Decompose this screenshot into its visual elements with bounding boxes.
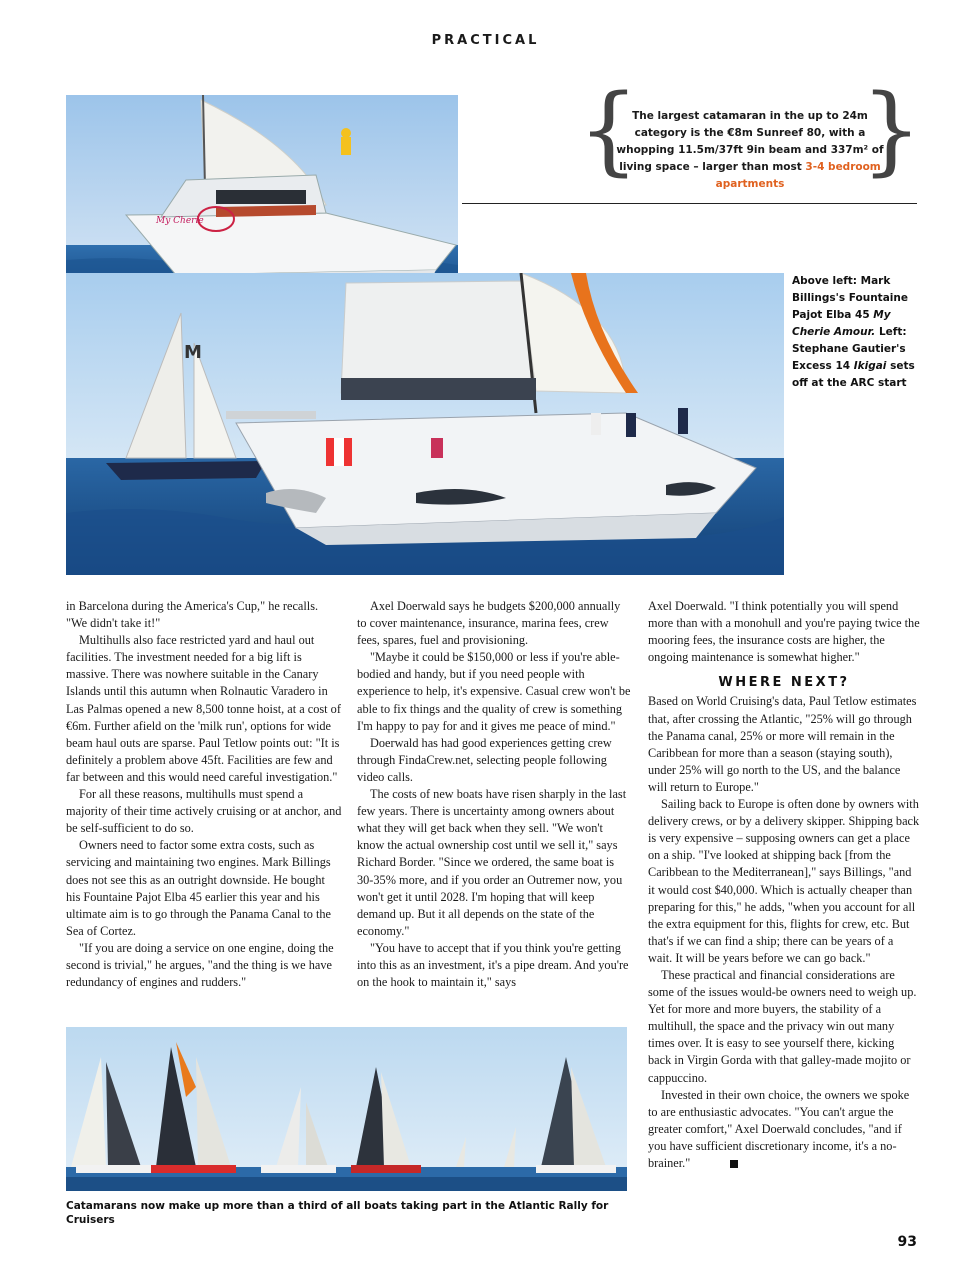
paragraph: For all these reasons, multihulls must spend a majority of their time actively cruising or at anchor, and be self-sufficient to do so. xyxy=(66,787,342,836)
paragraph: in Barcelona during the America's Cup," he recalls. "We didn't take it!" xyxy=(66,599,319,631)
paragraph: "If you are doing a service on one engine, doing the second is trivial," he argues, "and the thing is we have redundancy of engines and rudders." xyxy=(66,940,334,990)
paragraph: The costs of new boats have risen sharply in the last few years. There is uncertainty among owners about what they will get back when they sell. "We won't know the actual ownership cost until we sell it," says Richard Border. "Since we ordered, the same boat is 30-35% more, and if you order an Outremer now, you won't get it until 2028. I'm hoping that will keep demand up. But it all depends on the state of the economy." xyxy=(357,787,627,938)
caption-side-part1: Above left: Mark Billings's Fountaine Pajot Elba 45 xyxy=(792,275,908,321)
pull-quote-body: The largest catamaran in the up to 24m category is the €8m Sunreef 80, with a whopping 11.5m/37ft 9in beam and 337m² of living space – larger than most xyxy=(616,110,884,173)
paragraph: Owners need to factor some extra costs, such as servicing and maintaining two engines. Mark Billings does not see this as an outright downside. He bought his Fountaine Pajot Elba 45 earlier this year and his ultimate aim is to go through the Panama Canal to the Sea of Cortez. xyxy=(66,838,332,938)
page-number: 93 xyxy=(897,1234,917,1250)
photo-excess-14 xyxy=(66,273,784,575)
paragraph: These practical and financial considerations are some of the issues would-be owners need to weigh up. Yet for more and more buyers, the stability of a multihull, the space and the privacy win out many times over. It is easy to see yourself there, kicking back in Virgin Gorda with that galley-made mojito or cappuccino. xyxy=(648,967,917,1085)
paragraph: Invested in their own choice, the owners we spoke to are enthusiastic advocates. "You can't argue the greater comfort," Axel Doerwald concludes, "and if you have sufficient discretionary income, it's a no-brainer." xyxy=(648,1087,910,1170)
photo-caption-bottom: Catamarans now make up more than a third of all boats taking part in the Atlantic Rally for Cruisers xyxy=(66,1200,609,1226)
pull-quote xyxy=(578,74,922,190)
photo-caption-side xyxy=(792,273,920,392)
right-brace-icon: } xyxy=(860,74,922,186)
boat-name-text: My Cherie xyxy=(156,216,204,226)
paragraph: "You have to accept that if you think you're getting into this as an investment, it's a pipe dream. And you're on the hook to maintain it," says xyxy=(357,940,629,990)
article-column-3 xyxy=(648,598,920,1172)
pull-quote-highlight: 3-4 bedroom apartments xyxy=(715,161,881,190)
paragraph: Axel Doerwald. "I think potentially you will spend more than with a monohull and you're paying twice the mooring fees, the insurance costs are higher, the ongoing maintenance is somewhat higher." xyxy=(648,599,920,665)
photo-elba-45 xyxy=(66,95,458,302)
section-label: PRACTICAL xyxy=(431,33,540,48)
caption-side-boat1: My Cherie Amour. xyxy=(792,309,891,338)
photo-arc-fleet xyxy=(66,1027,627,1191)
left-brace-icon: { xyxy=(578,74,640,186)
caption-side-boat2: Ikigai xyxy=(853,360,887,372)
paragraph: Based on World Cruising's data, Paul Tetlow estimates that, after crossing the Atlantic, "25% will go through the Panama canal, 25% or more will remain in the Caribbean for more than a season (staying south), under 25% will go north to the US, and the balance will return to Europe." xyxy=(648,694,917,794)
article-column-1 xyxy=(66,598,342,991)
pull-quote-text xyxy=(614,108,886,193)
subheading: WHERE NEXT? xyxy=(718,675,850,691)
caption-side-part3: sets off at the ARC start xyxy=(792,360,915,389)
end-mark-icon xyxy=(730,1160,738,1168)
paragraph: Multihulls also face restricted yard and haul out facilities. The investment needed for a big lift is massive. There was nowhere suitable in the Canary Islands until this autumn when Rolnautic Varadero in Las Palmas opened a new 8,500 tonne hoist, at a cost of €6m. Further afield on the 'milk run', options for wide beam haul outs are sparse. Paul Tetlow points out: "It is definitely a problem above 45ft. Facilities are few and far between and this would need careful investigation." xyxy=(66,633,341,784)
paragraph: "Maybe it could be $150,000 or less if you're able-bodied and handy, but if you need people with experience to help, it's expensive. Casual crew won't be able to fix things and the quality of crew is something I'm happy to pay for and it gives me peace of mind." xyxy=(357,650,631,733)
paragraph: Doerwald has had good experiences getting crew through FindaCrew.net, selecting people following video calls. xyxy=(357,735,612,784)
divider-rule xyxy=(462,203,917,204)
paragraph: Axel Doerwald says he budgets $200,000 annually to cover maintenance, insurance, marina fees, crew fees, spares, fuel and provisioning. xyxy=(357,599,621,648)
sail-letter: M xyxy=(184,342,202,363)
caption-side-part2: Left: Stephane Gautier's Excess 14 xyxy=(792,326,907,372)
paragraph: Sailing back to Europe is often done by owners with delivery crews, or by a delivery skipper. Shipping back is very expensive – supposing owners can get a place on a ship. "I've looked at shipping back [from the Caribbean to the Mediterranean]," says Billings, "and it would cost $40,000. Which is actually cheaper than preparing for this," he adds, "when you account for all the extra equipment for this, flights for crew, etc. But that's if we can find a ship; there can be years of a wait. It will be years before we can go back." xyxy=(648,797,920,965)
article-column-2 xyxy=(357,598,632,991)
